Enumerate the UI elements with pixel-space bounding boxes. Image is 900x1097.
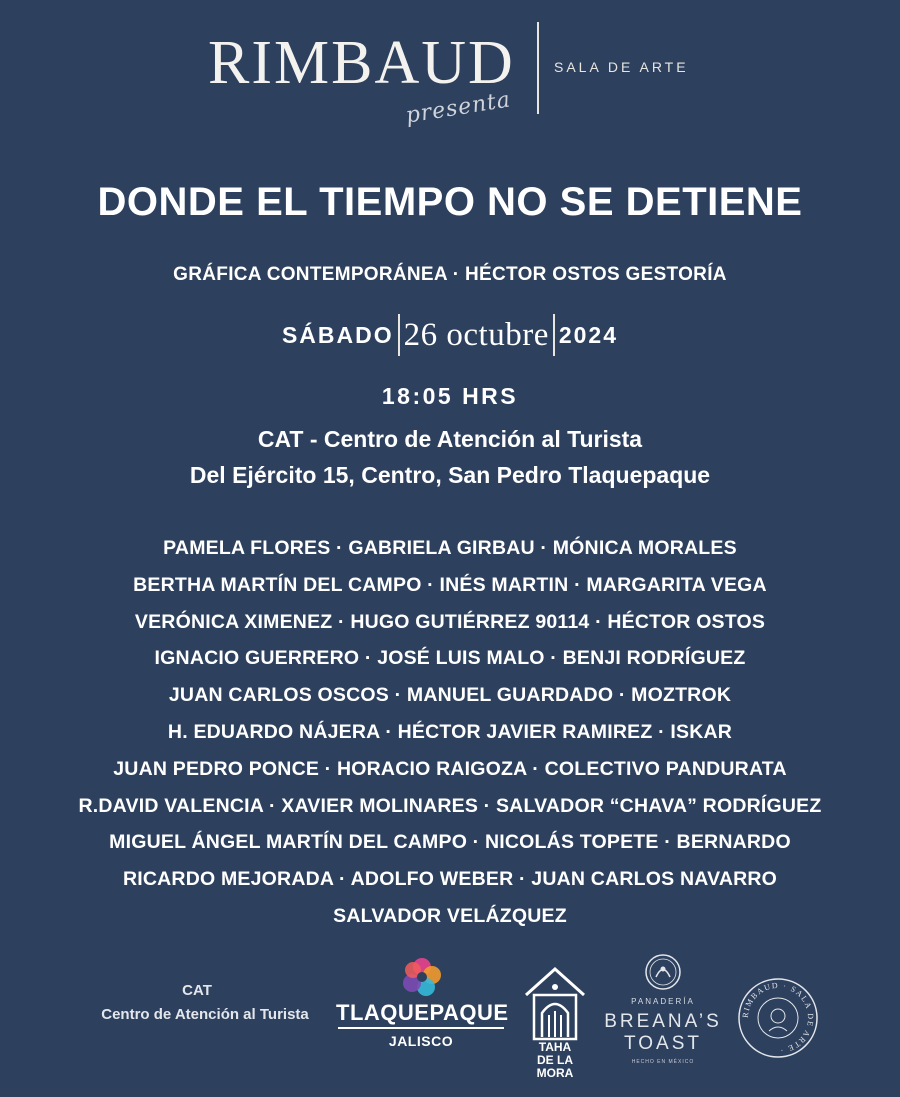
venue-address: Del Ejército 15, Centro, San Pedro Tlaquepaque	[189, 462, 711, 488]
artist-line: H. EDUARDO NÁJERA · HÉCTOR JAVIER RAMIREZ · ISKAR	[167, 720, 733, 743]
tlaquepaque-rule	[338, 1027, 504, 1029]
breanas-name-2: TOAST	[624, 1033, 702, 1054]
tlaquepaque-wordmark: TLAQUEPAQUE	[336, 1000, 509, 1025]
date-day: SÁBADO	[281, 321, 394, 348]
taha-line: MORA	[536, 1066, 574, 1080]
event-title: DONDE EL TIEMPO NO SE DETIENE	[97, 180, 803, 224]
venue-name: CAT - Centro de Atención al Turista	[257, 426, 643, 452]
breanas-name: BREANA’S	[604, 1011, 722, 1032]
date-divider	[398, 314, 400, 356]
cat-label: CAT	[182, 982, 212, 999]
breanas-tagline: HECHO EN MÉXICO	[631, 1059, 695, 1065]
svg-text:RIMBAUD · SALA DE ARTE ·	[741, 981, 815, 1055]
artist-list	[0, 530, 900, 935]
tlaquepaque-flower-logo	[400, 955, 444, 999]
artist-line: MIGUEL ÁNGEL MARTÍN DEL CAMPO · NICOLÁS TOPETE · BERNARDO	[109, 831, 791, 854]
cat-description: Centro de Atención al Turista	[101, 1006, 309, 1023]
rimbaud-seal-logo	[737, 977, 819, 1059]
seal-text: RIMBAUD · SALA DE ARTE ·	[740, 980, 816, 1056]
event-subtitle: GRÁFICA CONTEMPORÁNEA · HÉCTOR OSTOS GESTORÍA	[173, 264, 727, 285]
artist-line: IGNACIO GUERRERO · JOSÉ LUIS MALO · BENJI RODRÍGUEZ	[154, 647, 746, 670]
header-divider	[537, 22, 539, 114]
date-year: 2024	[558, 321, 619, 348]
date-day-month: 26 octubre	[403, 316, 549, 353]
taha-house-icon	[522, 965, 588, 1041]
event-date	[0, 312, 900, 358]
artist-line: JUAN PEDRO PONCE · HORACIO RAIGOZA · COLECTIVO PANDURATA	[113, 757, 787, 780]
taha-wordmark	[522, 1041, 588, 1080]
artist-line: PAMELA FLORES · GABRIELA GIRBAU · MÓNICA MORALES	[163, 537, 737, 559]
taha-line: DE LA	[537, 1053, 573, 1067]
artist-line: VERÓNICA XIMENEZ · HUGO GUTIÉRREZ 90114 · HÉCTOR OSTOS	[134, 610, 766, 633]
artist-line: RICARDO MEJORADA · ADOLFO WEBER · JUAN CARLOS NAVARRO	[122, 868, 778, 891]
taha-line: TAHA	[538, 1040, 572, 1054]
breanas-category: PANADERÍA	[631, 997, 695, 1006]
event-time: 18:05 HRS	[381, 383, 519, 409]
date-divider	[553, 314, 555, 356]
presenta-script: presenta	[404, 87, 513, 129]
gallery-subtitle: SALA DE ARTE	[554, 59, 689, 75]
artist-line: SALVADOR VELÁZQUEZ	[333, 904, 567, 927]
breanas-seal-icon	[641, 952, 685, 992]
gallery-name: RIMBAUD	[208, 29, 515, 97]
tlaquepaque-state: JALISCO	[388, 1033, 454, 1049]
artist-line: R.DAVID VALENCIA · XAVIER MOLINARES · SALVADOR “CHAVA” RODRÍGUEZ	[78, 794, 822, 817]
artist-line: BERTHA MARTÍN DEL CAMPO · INÉS MARTIN · MARGARITA VEGA	[133, 573, 767, 596]
artist-line: JUAN CARLOS OSCOS · MANUEL GUARDADO · MOZTROK	[168, 684, 732, 707]
